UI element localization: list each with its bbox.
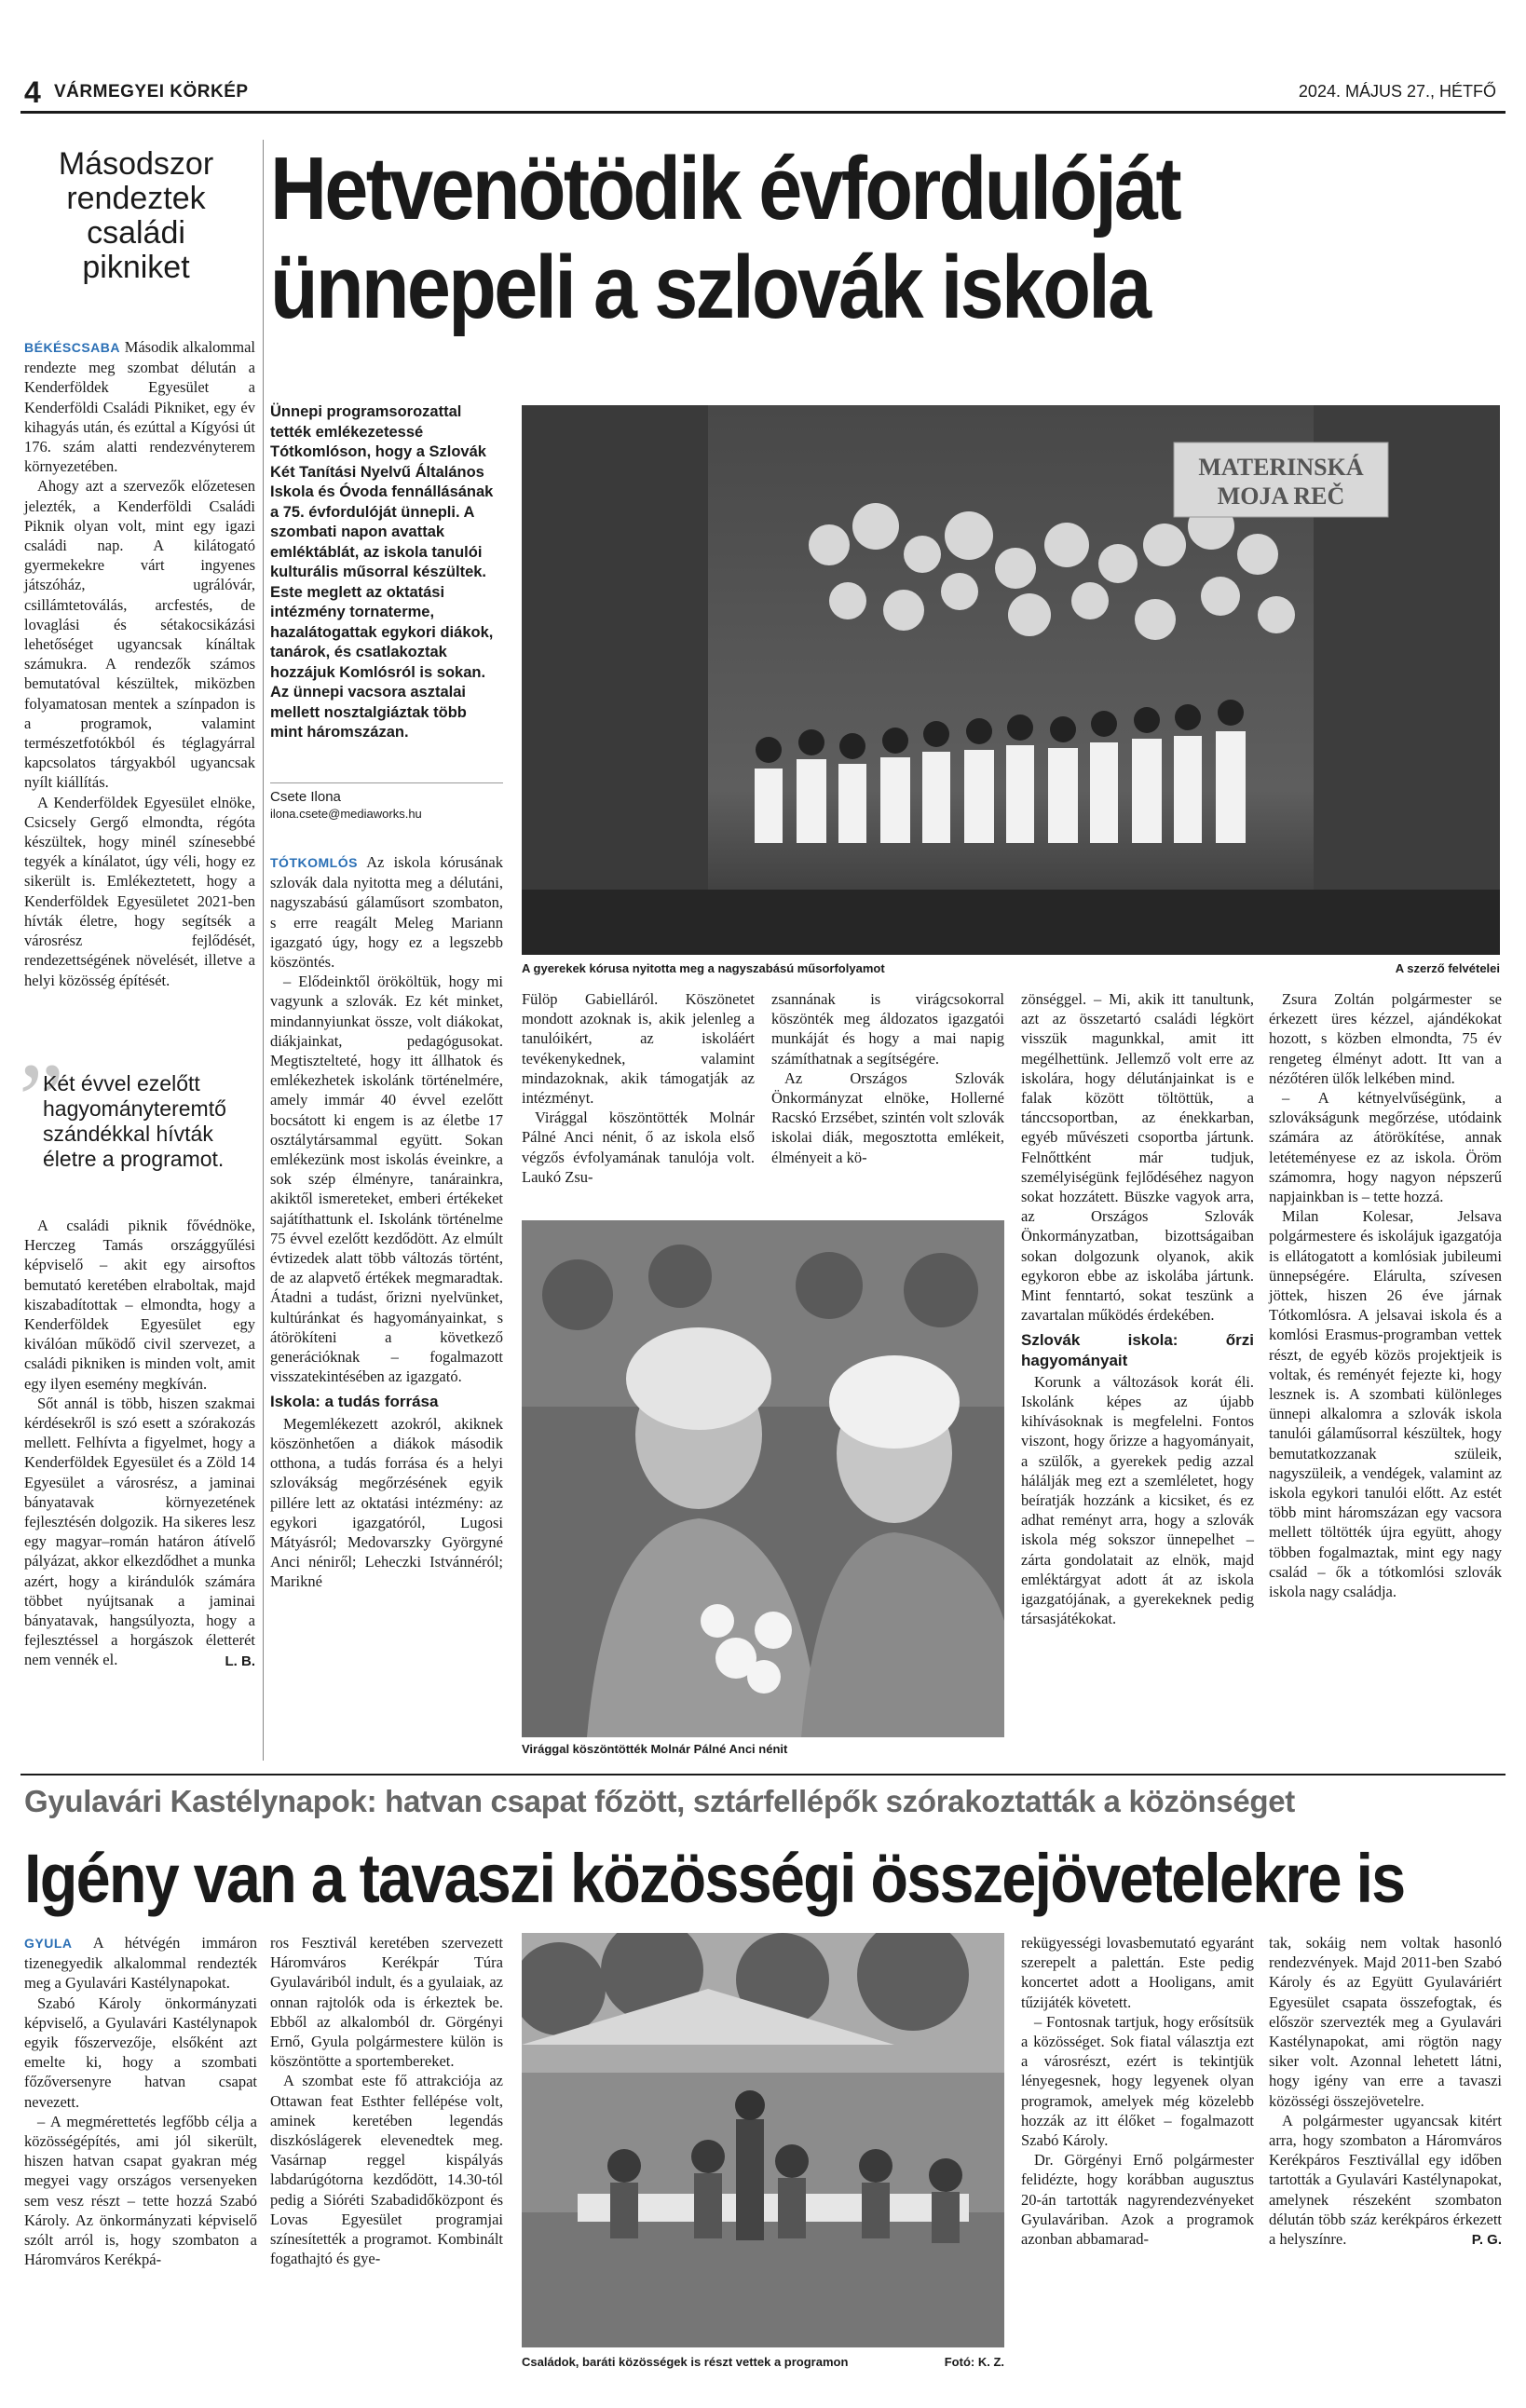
paragraph: zönséggel. – Mi, akik itt tanultunk, azt az összetartó családi légkört visszük magunkkal, amit itt megélhettünk. Jellemző volt erre az iskolára, hogy délutánjainkat is e falak között töltöttük, a tánccsoportban, az énekkarban, egyéb művészeti csoportba jártunk. Felnőttként már tudjuk, személyiségünk fejlődéséhez nagyon sokat hozzátett. Büszke vagyok arra, az Országos Szlovák Önkormányzatban, bizottságaiban sokan dolgozunk olyanok, akik egykoron ebbe az iskolába jártunk. Mint fenntartó, sokat teszünk a zavartalan működés érdekében. <box>1021 990 1254 1325</box>
paragraph: Megemlékezett azokról, akiknek köszönhetően a diákok második otthona, a tudás forrása és a helyi szlovákság megőrzésének egyik pillére lett az oktatási intézmény: az egykori igazgatóról, Lugosi Mátyásról; Medovarszky Györgyné Anci néniről; Leheczki Istvánnéról; Marikné <box>270 1414 503 1591</box>
paragraph: Virággal köszöntötték Molnár Pálné Anci nénit, ő az iskola első végzős évfolyamának tanulója volt. Laukó Zsu- <box>522 1109 755 1186</box>
paragraph: – A megmérettetés legfőbb célja a közösségépítés, ami jól sikerült, hiszen hatvan csapat gyakran még megyei vagy országos versenyeken sem vesz részt – tette hozzá Szabó Károly. Az önkormányzati képviselő szólt arról is, hogy szombaton a Háromváros Kerékpá- <box>24 2112 257 2269</box>
quote-mark-icon: ” <box>19 1042 64 1156</box>
main-headline-line: ünnepeli a szlovák iskola <box>270 238 1150 337</box>
festival-illustration <box>522 1933 1004 2347</box>
paragraph: Az Országos Szlovák Önkormányzat elnöke, Hollerné Racskó Erzsébet, szintén volt szlovák iskolai diák, megosztotta emlékeit, élményeit a kö- <box>771 1068 1004 1166</box>
main-col-1 <box>270 852 503 1592</box>
banner-text: MATERINSKÁ <box>1198 454 1364 481</box>
side-headline-line: Másodszor <box>58 146 214 182</box>
paragraph: A családi piknik fővédnöke, Herczeg Tamás országgyűlési képviselő – akit egy airsoftos bemutató keretében elraboltak, majd kiszabadítottak – elmondta, hogy a Kenderföldek Egyesület egy kiválóan működő civil szervezet, a családi pikniken is minden volt, amit egy ilyen esemény megkíván. <box>24 1217 255 1393</box>
main-col-4 <box>1021 989 1254 1629</box>
main-lead: Ünnepi programsorozattal tették emlékezetessé Tótkomlóson, hogy a Szlovák Két Tanítási Nyelvű Általános Iskola és Óvoda fennállásának a 75. évfordulóját ünnepli. A szombati napon avattak emléktáblát, az iskola tanulói kulturális műsorral készültek. Este meglett az oktatási intézmény tornaterme, hazalátogattak egykori diákok, tanárok, és csatlakoztak hozzájuk Komlósról is sokan. Az ünnepi vacsora asztalai mellett nosztalgiáztak több mint háromszázan. <box>270 403 494 741</box>
header-rule <box>20 111 1506 114</box>
paragraph: A szombat este fő attrakciója az Ottawan feat Esthter fellépése volt, aminek keretében legendás diszkóslágerek elevenedtek meg. Vasárnap reggel kispályás labdarúgótorna kezdődött, 14.30-tól pedig a Sióréti Szabadidőközpont és Lovas Egyesület programjai színesítették a programot. Kombinált fogathajtó és gye- <box>270 2072 503 2268</box>
paragraph: A hétvégén immáron tizenegyedik alkalommal rendezték meg a Gyulavári Kastélynapokat. <box>24 1934 257 1993</box>
paragraph: A polgármester ugyancsak kitért arra, hogy szombaton a Háromváros Kerékpáros Fesztivállal egy időben tartották a Gyulavári Kastélynapokat, amelynek részeként szombaton délután több száz kerékpáros érkezett a helyszínre. <box>1269 2111 1502 2249</box>
photo3-caption: Családok, baráti közösségek is részt vettek a programon <box>522 2355 849 2369</box>
photo3-credit: Fotó: K. Z. <box>944 2355 1004 2369</box>
banner-text: MOJA REČ <box>1217 483 1345 510</box>
page-number: 4 <box>24 75 41 109</box>
author-name: Csete Ilona <box>270 789 341 805</box>
section-title: VÁRMEGYEI KÖRKÉP <box>54 82 249 102</box>
side-dateline: BÉKÉSCSABA <box>24 340 121 355</box>
paragraph: Zsura Zoltán polgármester se érkezett üres kézzel, ajándékokat hozott, s közben elmondta, 75 év rengeteg élményt adott. Itt van a nézőtéren ülők lelkében mind. <box>1269 990 1502 1087</box>
paragraph: Sőt annál is több, hiszen szakmai kérdésekről is szó esett a szórakozás mellett. Felhívta a figyelmet, hogy a Kenderföldek Egyesület és a Zöld 14 Egyesület a városrész, a jaminai bányatavak környezetének fejlesztésén dolgozik. Ha sikeres lesz egy magyar–román határon átívelő pályázat, akkor elkezdődhet a munka azért, hogy a kirándulók számára többet nyújtsanak a jaminai bányatavak, hangsúlyozta, hogy a fejlesztéssel a horgászok életterét nem vennék el. <box>24 1394 255 1669</box>
side-headline-line: családi <box>87 215 185 251</box>
side-body-top <box>24 337 255 990</box>
main-col-2 <box>522 989 755 1187</box>
paragraph: Szabó Károly önkormányzati képviselő, a Gyulavári Kastélynapok egyik főszervezője, elsőként azt emelte ki, hogy a szombati főzőversenyre hatvan csapat nevezett. <box>24 1993 257 2111</box>
subheading: Szlovák iskola: őrzi hagyományait <box>1021 1331 1254 1369</box>
paragraph: Ahogy azt a szervezők előzetesen jelezték, a Kenderföldi Családi Piknik olyan volt, mint egy igazi családi nap. A kilátogató gyermekekre várt ingyenes játszóház, ugrálóvár, csillámtetoválás, arcfestés, de lovaglási és sétakocsikázási lehetőséget ugyancsak kínáltak számukra. A rendezők számos bemutatóval készültek, miközben folyamatosan mentek a színpadon is a programok, valamint természetfotókból és téglagyárral kapcsolatos tárgyakból ugyancsak nyílt kiállítás. <box>24 477 255 792</box>
column-divider <box>263 140 264 1761</box>
choir-photo <box>522 405 1500 955</box>
bottom-dateline: GYULA <box>24 1936 73 1951</box>
bottom-col-2 <box>270 1933 503 2268</box>
paragraph: Második alkalommal rendezte meg szombat délután a Kenderföldek Egyesület a Kenderföldi Családi Pikniket, egy év kihagyás után, és ezúttal a Kígyósi út 176. szám alatti rendezvényterem környezetében. <box>24 338 255 476</box>
paragraph: Az iskola kórusának szlovák dala nyitotta meg a délutáni, nagyszabású gálaműsort szombaton, s erre reagált Meleg Mariann igazgató úgy, hogy ez a legszebb köszöntés. <box>270 853 504 972</box>
main-col-5 <box>1269 989 1502 1601</box>
paragraph: – A kétnyelvűségünk, a szlovákságunk megőrzése, utódaink számára az átörökítése, annak letéteményese ez az iskola. Öröm számomra, hogy nagyon népszerű napjainkban is – tette hozzá. <box>1269 1089 1502 1206</box>
paragraph: ros Fesztivál keretében szervezett Háromváros Kerékpár Túra Gyulaváriból indult, és a gyulaiak, az onnan rajtolók oda is érkeztek be. Ebből az alkalomból dr. Görgényi Ernő, Gyula polgármestere külön is köszöntötte a sportembereket. <box>270 1934 503 2071</box>
bottom-col-4 <box>1021 1933 1254 2249</box>
paragraph: A Kenderföldek Egyesület elnöke, Csicsely Gergő elmondta, régóta készültek, hogy minél színesebbé tegyék a kínálatot, úgy véli, hogy ez sikerült is. Emlékeztetett, hogy a Kenderföldek Egyesületet 2021-ben hívták életre, hogy segítsék a városrész fejlődését, rendezettségének növelését, illetve a helyi közösség építését. <box>24 793 255 989</box>
honorees-illustration <box>522 1220 1004 1737</box>
main-col-3 <box>771 989 1004 1167</box>
paragraph: zsannának is virágcsokorral köszönték meg áldozatos igazgatói munkáját és hogy a mai napig számíthatnak a segítségére. <box>771 990 1004 1068</box>
paragraph: – Elődeinktől örököltük, hogy mi vagyunk a szlovák. Ez két minket, mindannyiunkat össze, volt diákokat, diákjainkat, pedagógusokat. Megtisztelteté, hogy itt állhatok és emlékezhetek iskolánk történelmére, amely immár 40 évvel ezelőtt bocsátott ki engem is az életbe 17 osztálytársammal együtt. Sokan emlékezünk most iskolás éveinkre, a sok szép élményre, tanárainkra, akiktől ismereteket, emberi értékeket sajátíthattunk el. Iskolánk történelme 75 évvel ezelőtt kezdődött. Az elmúlt évtizedek alatt több változás történt, de az alapvető értékek megmaradtak. Átadni a tudást, őrizni nyelvünket, kultúránkat és hagyományainkat, s átörökíteni a következő generációknak – fogalmazott visszatekintésében az igazgató. <box>270 973 503 1386</box>
photo1-credit: A szerző felvételei <box>1395 961 1500 975</box>
section-rule <box>20 1774 1506 1775</box>
honorees-photo <box>522 1220 1004 1737</box>
side-headline-line: rendeztek <box>66 181 206 216</box>
paragraph: Korunk a változások korát éli. Iskolánk képes az újabb kihívásoknak is megfelelni. Fontos viszont, hogy őrizze a hagyományait, a szülők, a gyerekek pedig azzal hálálják meg ezt a szemléletet, hogy beíratják hozzánk a kicsiket, és ez adhat reményt arra, hogy a szlovák iskola még sokszor ünnepelhet – zárta gondolatait az elnök, majd emléktárgyat adott át az iskola igazgatójának, a gyerekeknek pedig társasjátékokat. <box>1021 1372 1254 1628</box>
side-signature: L. B. <box>225 1653 255 1669</box>
paragraph: Fülöp Gabielláról. Köszönetet mondott azoknak is, akik jelenleg a tanulóikért, az iskoláért tevékenykednek, valamint mindazoknak, akik támogatják az intézményt. <box>522 990 755 1108</box>
paragraph: Dr. Görgényi Ernő polgármester felidézte, hogy korábban augusztus 20-án tartották nagyrendezvényeket Gyulaváriban. Azok a programok azonban abbamarad- <box>1021 2151 1254 2249</box>
pull-quote: Két évvel ezelőtt hagyományteremtő szándékkal hívták életre a programot. <box>43 1071 226 1171</box>
side-headline <box>24 147 248 285</box>
byline <box>270 782 503 821</box>
paragraph: Milan Kolesar, Jelsava polgármestere és iskolájuk igazgatója is ellátogatott a komlósiak jubileumi ünnepségére. Elárulta, szívesen jöttek, hiszen 26 éve járnak Tótkomlósra. A jelsavai iskola és a komlósi Erasmus-programban vettek részt, de egyéb közös projektjeik is voltak, és reményét fejezte ki, hogy lesznek is. A szombati különleges ünnepi alkalomra a szlovák iskola tanulói gálaműsorral készültek, hogy bemutatkozzanak szüleik, nagyszüleik, a vendégek, valamint az iskola egykori tanulói előtt. Az estét több mint háromszázan egy vacsora mellett töltötték újra együtt, ahogy többen fogalmaztak, mint egy nagy család – ők a tótkomlósi szlovák iskola nagy családja. <box>1269 1207 1502 1601</box>
paragraph: tak, sokáig nem voltak hasonló rendezvények. Majd 2011-ben Szabó Károly és az Együtt Gyulaváriért Egyesület csapata összefogtak, és először szervezték meg a Gyulavári Kastélynapokat, ami rögtön nagy siker volt. Azonnal lehetett látni, hogy igény van erre a tavaszi közösségi összejövetelre. <box>1269 1934 1502 2110</box>
main-dateline: TÓTKOMLÓS <box>270 855 358 870</box>
choir-illustration <box>522 405 1500 955</box>
paragraph: rekügyességi lovasbemutató egyaránt szerepelt a palettán. Este pedig koncertet adott a Hooligans, amit tűzijáték követett. <box>1021 1934 1254 2011</box>
subheading: Iskola: a tudás forrása <box>270 1393 439 1411</box>
main-headline-line: Hetvenötödik évfordulóját <box>270 139 1180 238</box>
bottom-signature: P. G. <box>1471 2232 1502 2249</box>
author-email[interactable]: ilona.csete@mediaworks.hu <box>270 807 422 821</box>
issue-date: 2024. MÁJUS 27., HÉTFŐ <box>1298 82 1496 101</box>
bottom-col-5 <box>1269 1933 1502 2250</box>
photo1-caption: A gyerekek kórusa nyitotta meg a nagyszabású műsorfolyamot <box>522 961 885 975</box>
bottom-headline: Igény van a tavaszi közösségi összejövetelekre is <box>24 1840 1405 1917</box>
bottom-col-1 <box>24 1933 257 2269</box>
side-body-bottom <box>24 1216 255 1671</box>
festival-photo <box>522 1933 1004 2347</box>
side-headline-line: pikniket <box>82 250 190 285</box>
paragraph: – Fontosnak tartjuk, hogy erősítsük a közösséget. Sok fiatal választja ezt a városrészt, ezért is tekintjük lényegesnek, hogy legyenek olyan programok, amelyek még közelebb hozzák az itt élőket – fogalmazott Szabó Károly. <box>1021 2012 1254 2150</box>
photo2-caption: Virággal köszöntötték Molnár Pálné Anci nénit <box>522 1742 788 1756</box>
main-headline <box>270 140 1360 337</box>
bottom-kicker: Gyulavári Kastélynapok: hatvan csapat főzött, sztárfellépők szórakoztatták a közönséget <box>24 1784 1295 1818</box>
